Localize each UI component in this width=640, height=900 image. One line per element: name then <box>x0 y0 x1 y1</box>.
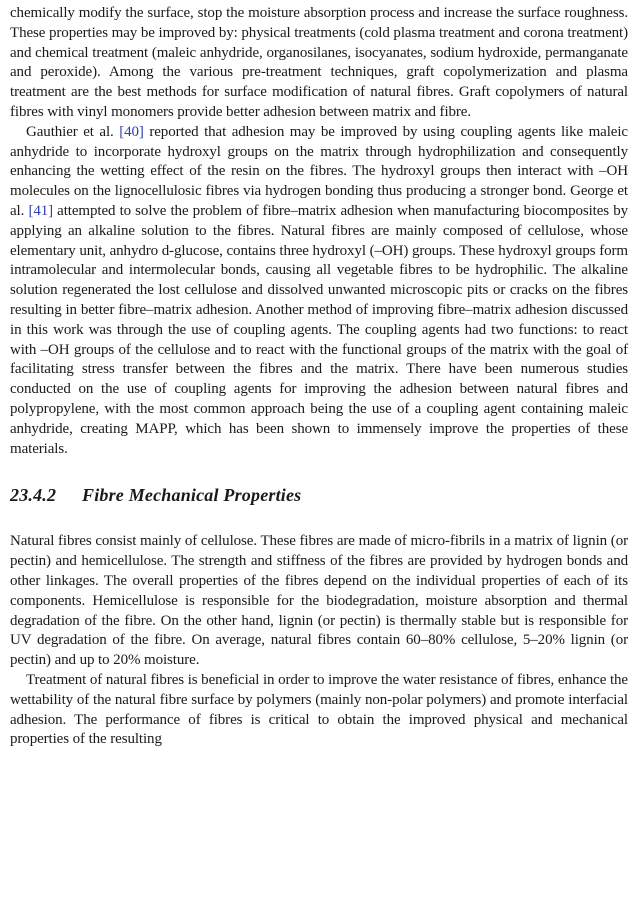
paragraph-surface-treatment: chemically modify the surface, stop the moisture absorption process and increase the surface roughness. These properties may be improved by: physical treatments (cold plasma treatment and corona treatment) and chemical treatment (maleic anhydride, organosilanes, isocyanates, sodium hydroxide, permanganate and peroxide). Among the various pre-treatment techniques, graft copolymerization and plasma treatment are the best methods for surface modification of natural fibres. Graft copolymers of natural fibres with vinyl monomers provide better adhesion between matrix and fibre. <box>10 5 628 120</box>
citation-link-40[interactable]: [40] <box>119 123 144 140</box>
section-title: Fibre Mechanical Properties <box>82 485 302 506</box>
section-heading <box>10 485 628 506</box>
document-page <box>10 4 628 750</box>
citation-link-41[interactable]: [41] <box>28 202 54 219</box>
paragraph-adhesion-text-c: attempted to solve the problem of fibre–matrix adhesion when manufacturing biocomposites by applying an alkaline solution to the fibres. Natural fibres are mainly composed of cellulose, whose elementary unit, anhydro d-glucose, contains three hydroxyl (–OH) groups. These hydroxyl groups form intramolecular and intermolecular bonds, causing all vegetable fibres to be hydrophilic. The alkaline solution regenerated the lost cellulose and dissolved unwanted microscopic pits or cracks on the fibres resulting in better fibre–matrix adhesion. Another method of improving fibre–matrix adhesion discussed in this work was through the use of coupling agents. The coupling agents had two functions: to react with –OH groups of the cellulose and to react with the functional groups of the matrix with the goal of facilitating stress transfer between the fibres and the matrix. There have been numerous studies conducted on the use of coupling agents for improving the adhesion between natural fibres and polypropylene, with the most common approach being the use of a coupling agent containing maleic anhydride, creating MAPP, which has been shown to immensely improve the properties of these materials. <box>10 202 628 457</box>
paragraph-adhesion <box>10 123 628 460</box>
paragraph-treatment: Treatment of natural fibres is beneficial in order to improve the water resistance of fibres, enhance the wettability of the natural fibre surface by polymers (mainly non-polar polymers) and promote interfacial adhesion. The performance of fibres is critical to obtain the improved physical and mechanical properties of the resulting <box>10 671 628 748</box>
paragraph-natural-fibres: Natural fibres consist mainly of cellulose. These fibres are made of micro-fibrils in a matrix of lignin (or pectin) and hemicellulose. The strength and stiffness of the fibres are provided by hydrogen bonds and other linkages. The overall properties of the fibres depend on the individual properties of each of its components. Hemicellulose is responsible for the biodegradation, moisture absorption and thermal degradation of the fibre. On the other hand, lignin (or pectin) is thermally stable but is responsible for UV degradation of the fibre. On average, natural fibres contain 60–80% cellulose, 5–20% lignin (or pectin) and up to 20% moisture. <box>10 533 628 669</box>
section-number: 23.4.2 <box>10 485 57 506</box>
paragraph-adhesion-text-a: Gauthier et al. <box>26 123 120 140</box>
paragraph-adhesion-text-b: reported that adhesion may be improved by using coupling agents like maleic anhydride to incorporate hydroxyl groups on the matrix through hydrophilization and consequently enhancing the wetting effect of the resin on the fibres. The hydroxyl groups then interact with –OH molecules on the lignocellulosic fibres via hydrogen bonding thus producing a stronger bond. George et al. <box>10 123 628 219</box>
